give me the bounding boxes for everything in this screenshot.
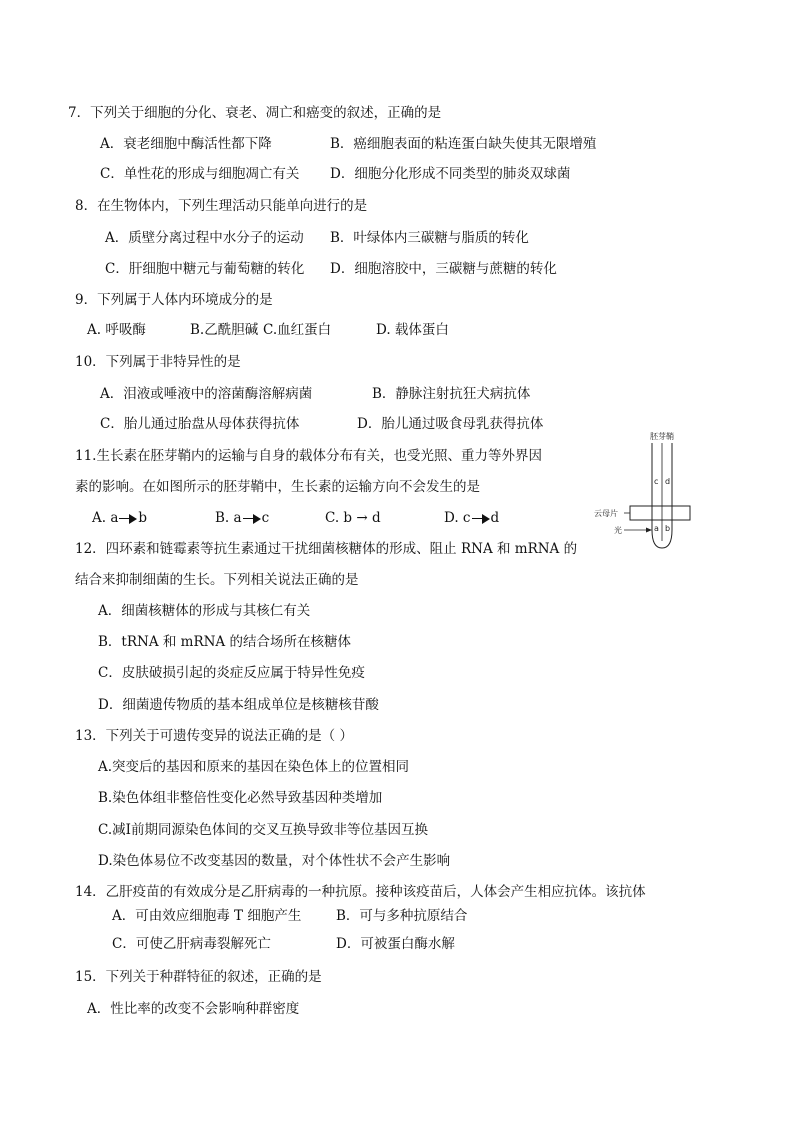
q15-option-a: A．性比率的改变不会影响种群密度	[87, 1001, 300, 1017]
q7-stem: 7．下列关于细胞的分化、衰老、凋亡和癌变的叙述，正确的是	[68, 105, 442, 121]
arrow-right-icon	[119, 514, 137, 524]
q14-option-c: C．可使乙肝病毒裂解死亡	[112, 936, 271, 952]
q9-option-c: C.血红蛋白	[263, 322, 332, 338]
q11-option-d	[444, 509, 499, 527]
coleoptile-figure	[594, 428, 700, 553]
q9-option-a: A. 呼吸酶	[87, 322, 146, 338]
q7-option-c: C．单性花的形成与细胞凋亡有关	[100, 166, 300, 182]
mica-label: 云母片	[594, 509, 618, 518]
q8-option-d: D．细胞溶胶中，三碳糖与蔗糖的转化	[330, 261, 557, 277]
q13-option-a: A.突变后的基因和原来的基因在染色体上的位置相同	[98, 759, 410, 775]
q9-option-d: D. 载体蛋白	[376, 322, 449, 338]
q12-option-a: A．细菌核糖体的形成与其核仁有关	[98, 603, 311, 619]
q12-option-d: D．细菌遗传物质的基本组成单位是核糖核苷酸	[98, 697, 379, 713]
q11-option-a-to: b	[138, 510, 148, 526]
label-a: a	[654, 524, 659, 533]
q11-option-d-to: d	[490, 510, 500, 526]
q14-stem: 14．乙肝疫苗的有效成分是乙肝病毒的一种抗原。接种该疫苗后，人体会产生相应抗体。该抗体	[75, 884, 646, 900]
q15-stem: 15．下列关于种群特征的叙述，正确的是	[75, 969, 322, 985]
q10-option-a: A．泪液或唾液中的溶菌酶溶解病菌	[100, 386, 313, 402]
q11-stem-line2: 素的影响。在如图所示的胚芽鞘中，生长素的运输方向不会发生的是	[75, 479, 480, 495]
q13-option-b: B.染色体组非整倍性变化必然导致基因种类增加	[98, 790, 383, 806]
light-label: 光	[614, 526, 622, 535]
q11-option-b-to: c	[261, 510, 270, 526]
arrow-right-icon	[472, 514, 490, 524]
q10-option-b: B．静脉注射抗狂犬病抗体	[372, 386, 531, 402]
q11-stem-line1: 11.生长素在胚芽鞘内的运输与自身的载体分布有关，也受光照、重力等外界因	[75, 448, 542, 464]
q11-option-a	[92, 509, 147, 527]
figure-title-label: 胚芽鞘	[650, 432, 674, 441]
label-b: b	[665, 524, 671, 533]
q10-stem: 10．下列属于非特异性的是	[75, 354, 241, 370]
q11-option-a-from: A. a	[92, 510, 119, 526]
q14-option-a: A．可由效应细胞毒 T 细胞产生	[112, 908, 302, 924]
q8-stem: 8．在生物体内，下列生理活动只能单向进行的是	[75, 198, 368, 214]
q11-option-d-from: D. c	[444, 510, 471, 526]
q7-option-a: A．衰老细胞中酶活性都下降	[100, 136, 272, 152]
q8-option-b: B．叶绿体内三碳糖与脂质的转化	[330, 230, 529, 246]
q11-option-c: C. b → d	[325, 510, 381, 526]
q12-option-c: C．皮肤破损引起的炎症反应属于特异性免疫	[98, 665, 365, 681]
q9-stem: 9．下列属于人体内环境成分的是	[75, 292, 273, 308]
q13-option-d: D.染色体易位不改变基因的数量，对个体性状不会产生影响	[98, 853, 451, 869]
q11-option-b-from: B. a	[215, 510, 242, 526]
label-d: d	[665, 477, 671, 486]
q14-option-d: D．可被蛋白酶水解	[336, 936, 455, 952]
q14-option-b: B．可与多种抗原结合	[336, 908, 468, 924]
q9-option-b: B.乙酰胆碱	[190, 322, 259, 338]
q8-option-c: C．肝细胞中糖元与葡萄糖的转化	[105, 261, 305, 277]
q11-option-b	[215, 509, 269, 527]
q12-stem-line2: 结合来抑制细菌的生长。下列相关说法正确的是	[75, 572, 359, 588]
q7-option-b: B．癌细胞表面的粘连蛋白缺失使其无限增殖	[330, 136, 597, 152]
q13-option-c: C.减Ⅰ前期同源染色体间的交叉互换导致非等位基因互换	[98, 822, 428, 838]
q10-option-c: C．胎儿通过胎盘从母体获得抗体	[100, 416, 300, 432]
arrow-right-icon	[243, 514, 261, 524]
q7-option-d: D．细胞分化形成不同类型的肺炎双球菌	[330, 166, 571, 182]
q8-option-a: A．质壁分离过程中水分子的运动	[105, 230, 304, 246]
q12-stem-line1: 12．四环素和链霉素等抗生素通过干扰细菌核糖体的形成、阻止 RNA 和 mRNA 的	[75, 541, 578, 557]
q13-stem: 13．下列关于可遗传变异的说法正确的是（ ）	[75, 728, 353, 744]
q12-option-b: B．tRNA 和 mRNA 的结合场所在核糖体	[98, 634, 351, 650]
label-c: c	[654, 477, 659, 486]
q10-option-d: D．胎儿通过吸食母乳获得抗体	[357, 416, 544, 432]
